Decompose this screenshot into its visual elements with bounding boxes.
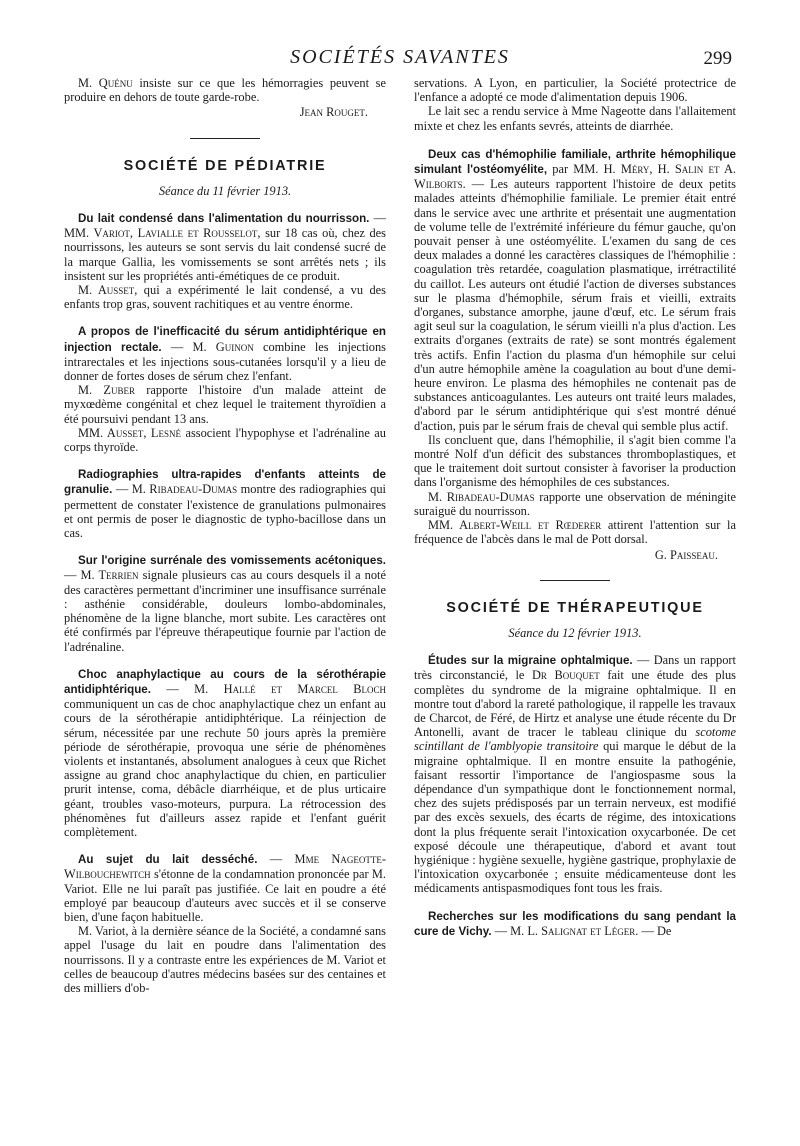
article-title: Du lait condensé dans l'alimentation du nourrisson. [78,212,370,226]
author-name: M. Quénu [78,76,133,90]
article-title: Choc anaphylactique au cours de la sérothérapie antidiphtérique. [64,667,386,696]
running-title: SOCIÉTÉS SAVANTES [290,46,510,68]
article-choc-anaphylactique [64,667,386,839]
article-text: Les auteurs rapportent l'histoire de deux petits malades atteints d'hémophilie familiale. Le premier était entré dans le service avec une arthrite et présentait une augmentation de volume telle de l'extrémité inférieure du fémur gauche, qu'on pouvait penser à une ostéomyélite. L'examen du sang de ces deux malades a donné les caractères classiques de l'hémophilie : coagulation très retardée, coagulation plasmatique, irrétractilité du caillot. Les auteurs ont étudié l'action de diverses substances sur le plasma d'hémophile, sérum frais et vieilli, extraits d'organes, substance amorphe, jaune d'œuf, etc. Le sérum frais agit seul sur la coagulation, le sérum vieilli n'a plus d'action. Les extraits d'organes (extraits de rate) se sont montrés également très actifs. Enfin l'action du plasma d'un hémophile sur celui d'un autre hémophile amène la coagulation au bout d'une demi-heure environ. Le plasma des hémophiles ne contenait pas de substances anticoagulantes. Les auteurs ont traité leurs malades, d'abord par le sérum antidiphtérique qui s'est montré dénué d'action, puis par le sérum frais de cheval qui semble plus actif. [414,177,736,433]
author-name: M. Zuber [78,383,135,398]
article-title: Deux cas d'hémophilie familiale, arthrite hémophilique simulant l'ostéomyélite, [414,147,736,177]
author-name: M. Ribadeau-Dumas [428,489,535,504]
dash: — [369,211,386,226]
article-origine-surrenale [64,553,386,653]
article-title: Sur l'origine surrénale des vomissements acétoniques. [78,554,386,568]
dash: — [491,923,511,938]
article-text: rapporte l'histoire d'un malade atteint de myxœdème congénital et chez lequel le traitement thyroïdien a été poursuivi pendant 13 ans. [64,383,386,426]
author-name: M. Ribadeau-Dumas [131,482,238,497]
author-name: MM. Variot, Lavialle et Rousselot [64,226,258,241]
right-column [414,76,736,939]
author-name: MM. H. Méry, H. Salin et A. Wilborts [414,162,736,192]
article-title: Études sur la migraine ophtalmique. [428,654,633,668]
author-name: MM. Ausset, Lesné [78,425,181,440]
seance-date: Séance du 11 février 1913. [158,183,292,198]
continued-text: servations. A Lyon, en particulier, la Société protectrice de l'enfance a adopté ce mode d'alimentation depuis 1906. [414,76,736,105]
article-radiographies [64,467,386,540]
article-text: Ils concluent que, dans l'hémophilie, il s'agit bien comme l'a montré Nolf d'un déficit des substances thromboplastiques, et que le traitement doit surtout consister à favoriser la production dans l'organisme des hémophiles de ces substances. [414,432,736,490]
author-name: MM. Albert-Weill et Rœderer [428,518,602,533]
article-cure-vichy [414,909,736,939]
article-text: qui marque le début de la migraine ophtalmique. Il en montre ensuite la pathogénie, faisant ressortir l'importance de l'angiospasme sous la dépendance d'un sympathique dont le fonctionnement normal, chez des sujets prédisposés par un terrain nerveux, est modifié par des excès sexuels, des écarts de régime, des intoxications dont la plus fréquente serait l'intoxication oxycarbonée. De cet exposé découle une thérapeutique, d'abord et avant tout hygiénique : hygiène sexuelle, hygiène gastrique, prophylaxie de l'intoxication oxycarbonée ; ensuite médicamenteuse dont les médicaments antispasmodiques font tous les frais. [414,739,736,896]
page-number: 299 [703,48,732,69]
article-text: s'étonne de la condamnation prononcée par M. Variot. Elle ne lui paraît pas justifiée. Ce lait en poudre a été employé par beaucoup d'auteurs avec succès et il se conserve bien, d'une façon habituelle. [64,867,386,924]
author-name: M. Terrien [80,568,139,583]
dash: — [112,482,132,497]
author-name: M. Guinon [192,339,254,354]
seance-date: Séance du 12 février 1913. [508,625,642,640]
article-text: associent l'hypophyse et l'adrénaline au corps thyroïde. [64,425,386,455]
article-text: fait une étude des plus complètes du syndrome de la migraine ophtalmique. Il en montre tout d'abord la rareté pathologique, il rappelle les travaux de Charcot, de Féré, de Hirtz et analyse une étude récente du Dr Antonelli, avant de tracer le tableau clinique du [414,668,736,740]
article-text: combine les injections intrarectales et les injections sous-cutanées lorsqu'il y a lieu de donner de fortes doses de sérum chez l'enfant. [64,339,386,384]
article-text: signale plusieurs cas au cours desquels il a noté des caractères permettant d'incriminer une insuffisance surrénale : asthénie considérable, douleurs lombo-abdominales, phénomène de la ligne blanche, mort subite. Les caractères ont été confirmés par l'épreuve thérapeutique fournie par l'action de l'adrénaline. [64,568,386,654]
section-divider [540,580,610,581]
article-title: Radiographies ultra-rapides d'enfants atteints de granulie. [64,468,386,497]
article-title: Recherches sur les modifications du sang pendant la cure de Vichy. [414,909,736,938]
article-hemophilie [414,147,736,562]
author-name: Mme Nageotte-Wilbouchewitch [64,852,386,882]
article-text: Dans un rapport très circonstancié, le [414,653,736,683]
dash: . — [462,177,491,192]
article-text: , qui a expérimenté le lait condensé, a vu des enfants trop gras, souvent rachitiques et au ventre énorme. [64,283,386,312]
dash: — [161,339,193,354]
signature: Jean Rouget. [299,105,368,120]
article-text: . — De [635,923,672,938]
dash: — [257,852,295,867]
by-word: par [547,162,574,177]
dash: — [150,681,195,696]
article-text: communiquent un cas de choc anaphylactique chez un enfant au cours de la sérothérapie antidiphtérique. La réinjection de sérum, nécessitée par une rechute 50 jours après la première période de sérothérapie, provoqua une série de phénomènes violents et instantanés, absolument analogues à ceux que Richet assigne au grand choc anaphylactique du chien, en particulier prurit intense, coma, débâcle diarrhéique, et de plus urticaire géant, troubles vaso-moteurs, purpura. La rétrocession des phénomènes fut d'ailleurs assez rapide et l'enfant guérit complètement. [64,697,386,839]
author-name: M. L. Salignat et Léger [510,923,636,938]
intro-paragraph [64,76,386,104]
article-text: attirent l'attention sur la fréquence de l'abcès dans le mal de Pott dorsal. [414,518,736,547]
intro-text: insiste sur ce que les hémorragies peuvent se produire en dehors de toute garde-robe. [64,76,386,105]
article-lait-condense [64,211,386,311]
dash: — [632,653,654,668]
article-title: Au sujet du lait desséché. [78,853,258,867]
article-text: montre des radiographies qui permettent de constater l'existence de granulations pulmonaires et ont permis de poser le diagnostic de typho-bacillose dans un cas. [64,482,386,541]
signature: G. Paisseau. [654,547,718,562]
society-title: SOCIÉTÉ DE THÉRAPEUTIQUE [446,599,704,616]
section-divider [190,138,260,139]
article-text: M. Variot, à la dernière séance de la Société, a condamné sans appel l'usage du lait en poudre dans l'alimentation des nourrissons. Il y a contraste entre les expériences de M. Variot et celles de beaucoup d'autres médecins basées sur des centaines et des milliers d'ob- [64,924,386,995]
left-column [64,76,386,995]
author-name: M. Hallé et Marcel Bloch [194,681,386,696]
article-title: A propos de l'inefficacité du sérum antidiphtérique en injection rectale. [64,325,386,354]
society-title: SOCIÉTÉ DE PÉDIATRIE [123,157,327,174]
author-name: M. Ausset [78,283,135,298]
running-head [0,40,800,80]
article-text: rapporte une observation de méningite suraiguë du nourrisson. [414,489,736,518]
article-migraine-ophtalmique [414,653,736,895]
article-serum-antidiphterique [64,324,386,454]
italic-term: scotome scintillant de l'amblyopie transitoire [414,725,736,754]
continued-text: Le lait sec a rendu service à Mme Nageotte dans l'allaitement mixte et chez les enfants sevrés, atteints de diarrhée. [414,104,736,133]
dash: — [64,568,81,583]
article-lait-desseche [64,852,386,995]
article-text: , sur 18 cas où, chez des nourrissons, les auteurs se sont servis du lait condensé sucré de la marque Gallia, les vomissements se sont arrêtés nets ; ils insistent sur les propriétés anti-émétiques de ce produit. [64,226,386,283]
author-name: Dr Bouquet [531,668,600,683]
